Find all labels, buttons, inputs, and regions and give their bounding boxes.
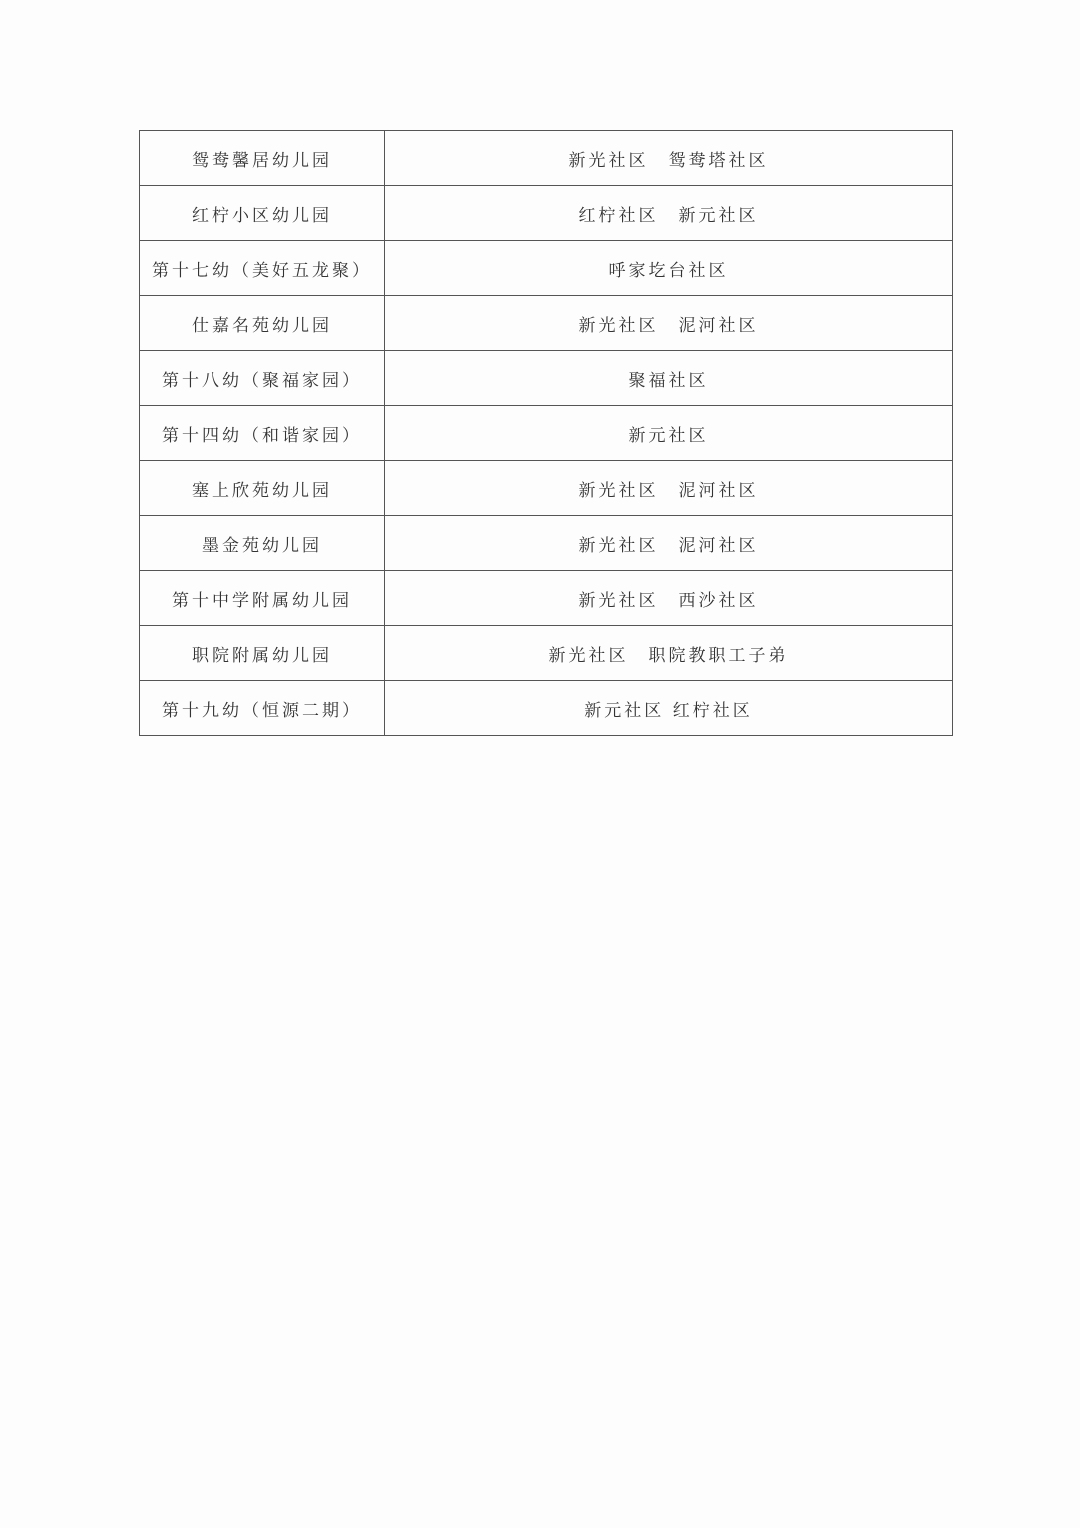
table-row bbox=[140, 186, 953, 241]
table-row bbox=[140, 241, 953, 296]
community-cell: 新光社区 泥河社区 bbox=[385, 516, 953, 571]
kindergarten-name-cell: 墨金苑幼儿园 bbox=[140, 516, 385, 571]
table-body bbox=[140, 131, 953, 736]
community-cell: 聚福社区 bbox=[385, 351, 953, 406]
table-row bbox=[140, 626, 953, 681]
table-row bbox=[140, 571, 953, 626]
community-cell: 新元社区 红柠社区 bbox=[385, 681, 953, 736]
community-cell: 新元社区 bbox=[385, 406, 953, 461]
kindergarten-assignment-table bbox=[139, 130, 953, 736]
table-row bbox=[140, 516, 953, 571]
community-cell: 呼家圪台社区 bbox=[385, 241, 953, 296]
table-row bbox=[140, 461, 953, 516]
table-row bbox=[140, 296, 953, 351]
table-row bbox=[140, 131, 953, 186]
table-row bbox=[140, 681, 953, 736]
kindergarten-name-cell: 第十四幼（和谐家园） bbox=[140, 406, 385, 461]
community-cell: 新光社区 西沙社区 bbox=[385, 571, 953, 626]
kindergarten-name-cell: 第十中学附属幼儿园 bbox=[140, 571, 385, 626]
kindergarten-name-cell: 鸳鸯馨居幼儿园 bbox=[140, 131, 385, 186]
kindergarten-name-cell: 第十七幼（美好五龙聚） bbox=[140, 241, 385, 296]
kindergarten-name-cell: 第十八幼（聚福家园） bbox=[140, 351, 385, 406]
table-row bbox=[140, 406, 953, 461]
kindergarten-name-cell: 第十九幼（恒源二期） bbox=[140, 681, 385, 736]
kindergarten-name-cell: 仕嘉名苑幼儿园 bbox=[140, 296, 385, 351]
community-cell: 新光社区 泥河社区 bbox=[385, 296, 953, 351]
table-row bbox=[140, 351, 953, 406]
community-cell: 红柠社区 新元社区 bbox=[385, 186, 953, 241]
kindergarten-name-cell: 塞上欣苑幼儿园 bbox=[140, 461, 385, 516]
kindergarten-name-cell: 红柠小区幼儿园 bbox=[140, 186, 385, 241]
community-cell: 新光社区 职院教职工子弟 bbox=[385, 626, 953, 681]
kindergarten-name-cell: 职院附属幼儿园 bbox=[140, 626, 385, 681]
community-cell: 新光社区 鸳鸯塔社区 bbox=[385, 131, 953, 186]
community-cell: 新光社区 泥河社区 bbox=[385, 461, 953, 516]
